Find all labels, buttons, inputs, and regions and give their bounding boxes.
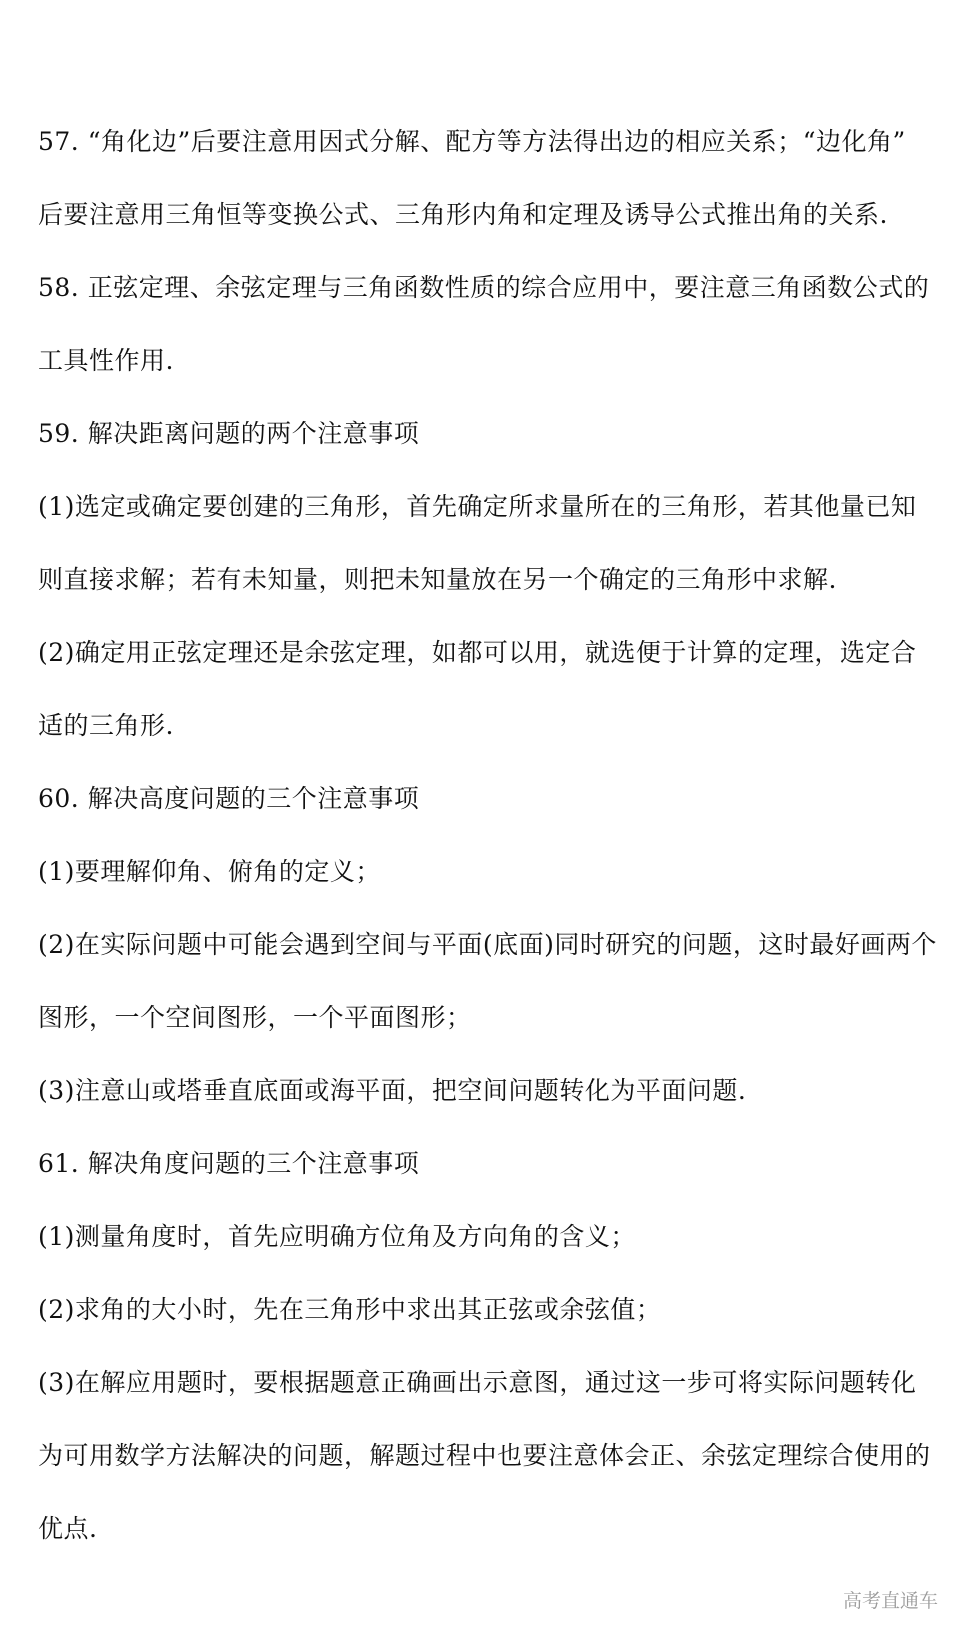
text-line: 60. 解决高度问题的三个注意事项 <box>38 784 420 813</box>
text-line: 为可用数学方法解决的问题，解题过程中也要注意体会正、余弦定理综合使用的 <box>38 1441 931 1470</box>
text-line: 图形，一个空间图形，一个平面图形； <box>38 1003 472 1032</box>
text-line: (1)测量角度时，首先应明确方位角及方向角的含义； <box>38 1222 636 1251</box>
text-line: (2)在实际问题中可能会遇到空间与平面(底面)同时研究的问题，这时最好画两个 <box>38 930 937 959</box>
watermark: 高考直通车 <box>842 1590 938 1612</box>
text-line: 后要注意用三角恒等变换公式、三角形内角和定理及诱导公式推出角的关系. <box>38 200 888 229</box>
text-line: 59. 解决距离问题的两个注意事项 <box>38 419 420 448</box>
text-line: 优点. <box>38 1514 98 1543</box>
text-line: 57. “角化边”后要注意用因式分解、配方等方法得出边的相应关系；“边化角” <box>38 127 906 156</box>
text-line: 适的三角形. <box>38 711 174 740</box>
text-line: (1)要理解仰角、俯角的定义； <box>38 857 381 886</box>
text-line: 58. 正弦定理、余弦定理与三角函数性质的综合应用中，要注意三角函数公式的 <box>38 273 930 302</box>
text-line: (2)求角的大小时，先在三角形中求出其正弦或余弦值； <box>38 1295 662 1324</box>
text-line: (3)在解应用题时，要根据题意正确画出示意图，通过这一步可将实际问题转化 <box>38 1368 917 1397</box>
text-line: 61. 解决角度问题的三个注意事项 <box>38 1149 420 1178</box>
text-line: 工具性作用. <box>38 346 174 375</box>
text-line: (1)选定或确定要创建的三角形，首先确定所求量所在的三角形，若其他量已知 <box>38 492 917 521</box>
text-line: (3)注意山或塔垂直底面或海平面，把空间问题转化为平面问题. <box>38 1076 747 1105</box>
text-line: 则直接求解；若有未知量，则把未知量放在另一个确定的三角形中求解. <box>38 565 837 594</box>
text-line: (2)确定用正弦定理还是余弦定理，如都可以用，就选便于计算的定理，选定合 <box>38 638 917 667</box>
